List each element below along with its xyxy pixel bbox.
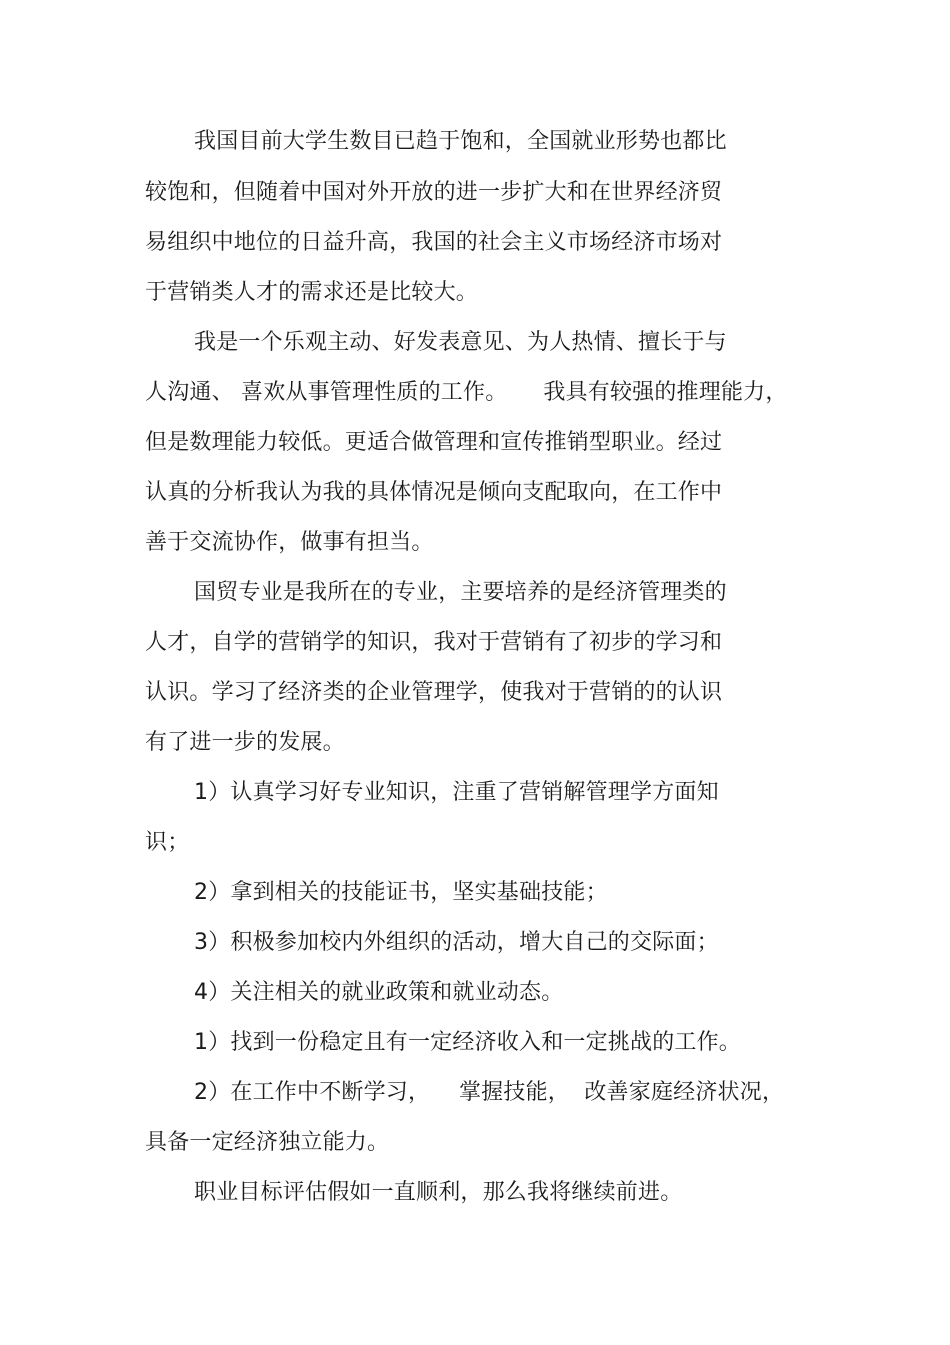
list-item: 1）找到一份稳定且有一定经济收入和一定挑战的工作。 [194,1030,741,1055]
list-item: 1）认真学习好专业知识，注重了营销解管理学方面知 [194,780,719,805]
list-item: 4）关注相关的就业政策和就业动态。 [194,980,564,1005]
text-line: 认识。学习了经济类的企业管理学，使我对于营销的的认识 [145,680,723,705]
text-line: 我国目前大学生数目已趋于饱和，全国就业形势也都比 [194,129,727,154]
list-item: 2）拿到相关的技能证书，坚实基础技能； [194,880,608,905]
text-line: 我是一个乐观主动、好发表意见、为人热情、擅长于与 [194,330,727,355]
list-item: 2）在工作中不断学习， 掌握技能， 改善家庭经济状况， [194,1080,785,1105]
text-line: 易组织中地位的日益升高，我国的社会主义市场经济市场对 [145,230,723,255]
text-line: 国贸专业是我所在的专业，主要培养的是经济管理类的 [194,580,727,605]
text-line: 人才，自学的营销学的知识，我对于营销有了初步的学习和 [145,630,723,655]
list-item-continuation: 识； [145,830,190,855]
text-line: 较饱和，但随着中国对外开放的进一步扩大和在世界经济贸 [145,180,723,205]
list-item-continuation: 具备一定经济独立能力。 [145,1130,390,1155]
text-line: 认真的分析我认为我的具体情况是倾向支配取向，在工作中 [145,480,723,505]
list-item: 3）积极参加校内外组织的活动，增大自己的交际面； [194,930,719,955]
text-line: 人沟通、 喜欢从事管理性质的工作。 我具有较强的推理能力， [145,380,788,405]
text-line: 职业目标评估假如一直顺利，那么我将继续前进。 [194,1180,683,1205]
text-line: 于营销类人才的需求还是比较大。 [145,280,479,305]
text-line: 但是数理能力较低。更适合做管理和宣传推销型职业。经过 [145,430,723,455]
text-line: 有了进一步的发展。 [145,730,345,755]
text-line: 善于交流协作，做事有担当。 [145,530,434,555]
